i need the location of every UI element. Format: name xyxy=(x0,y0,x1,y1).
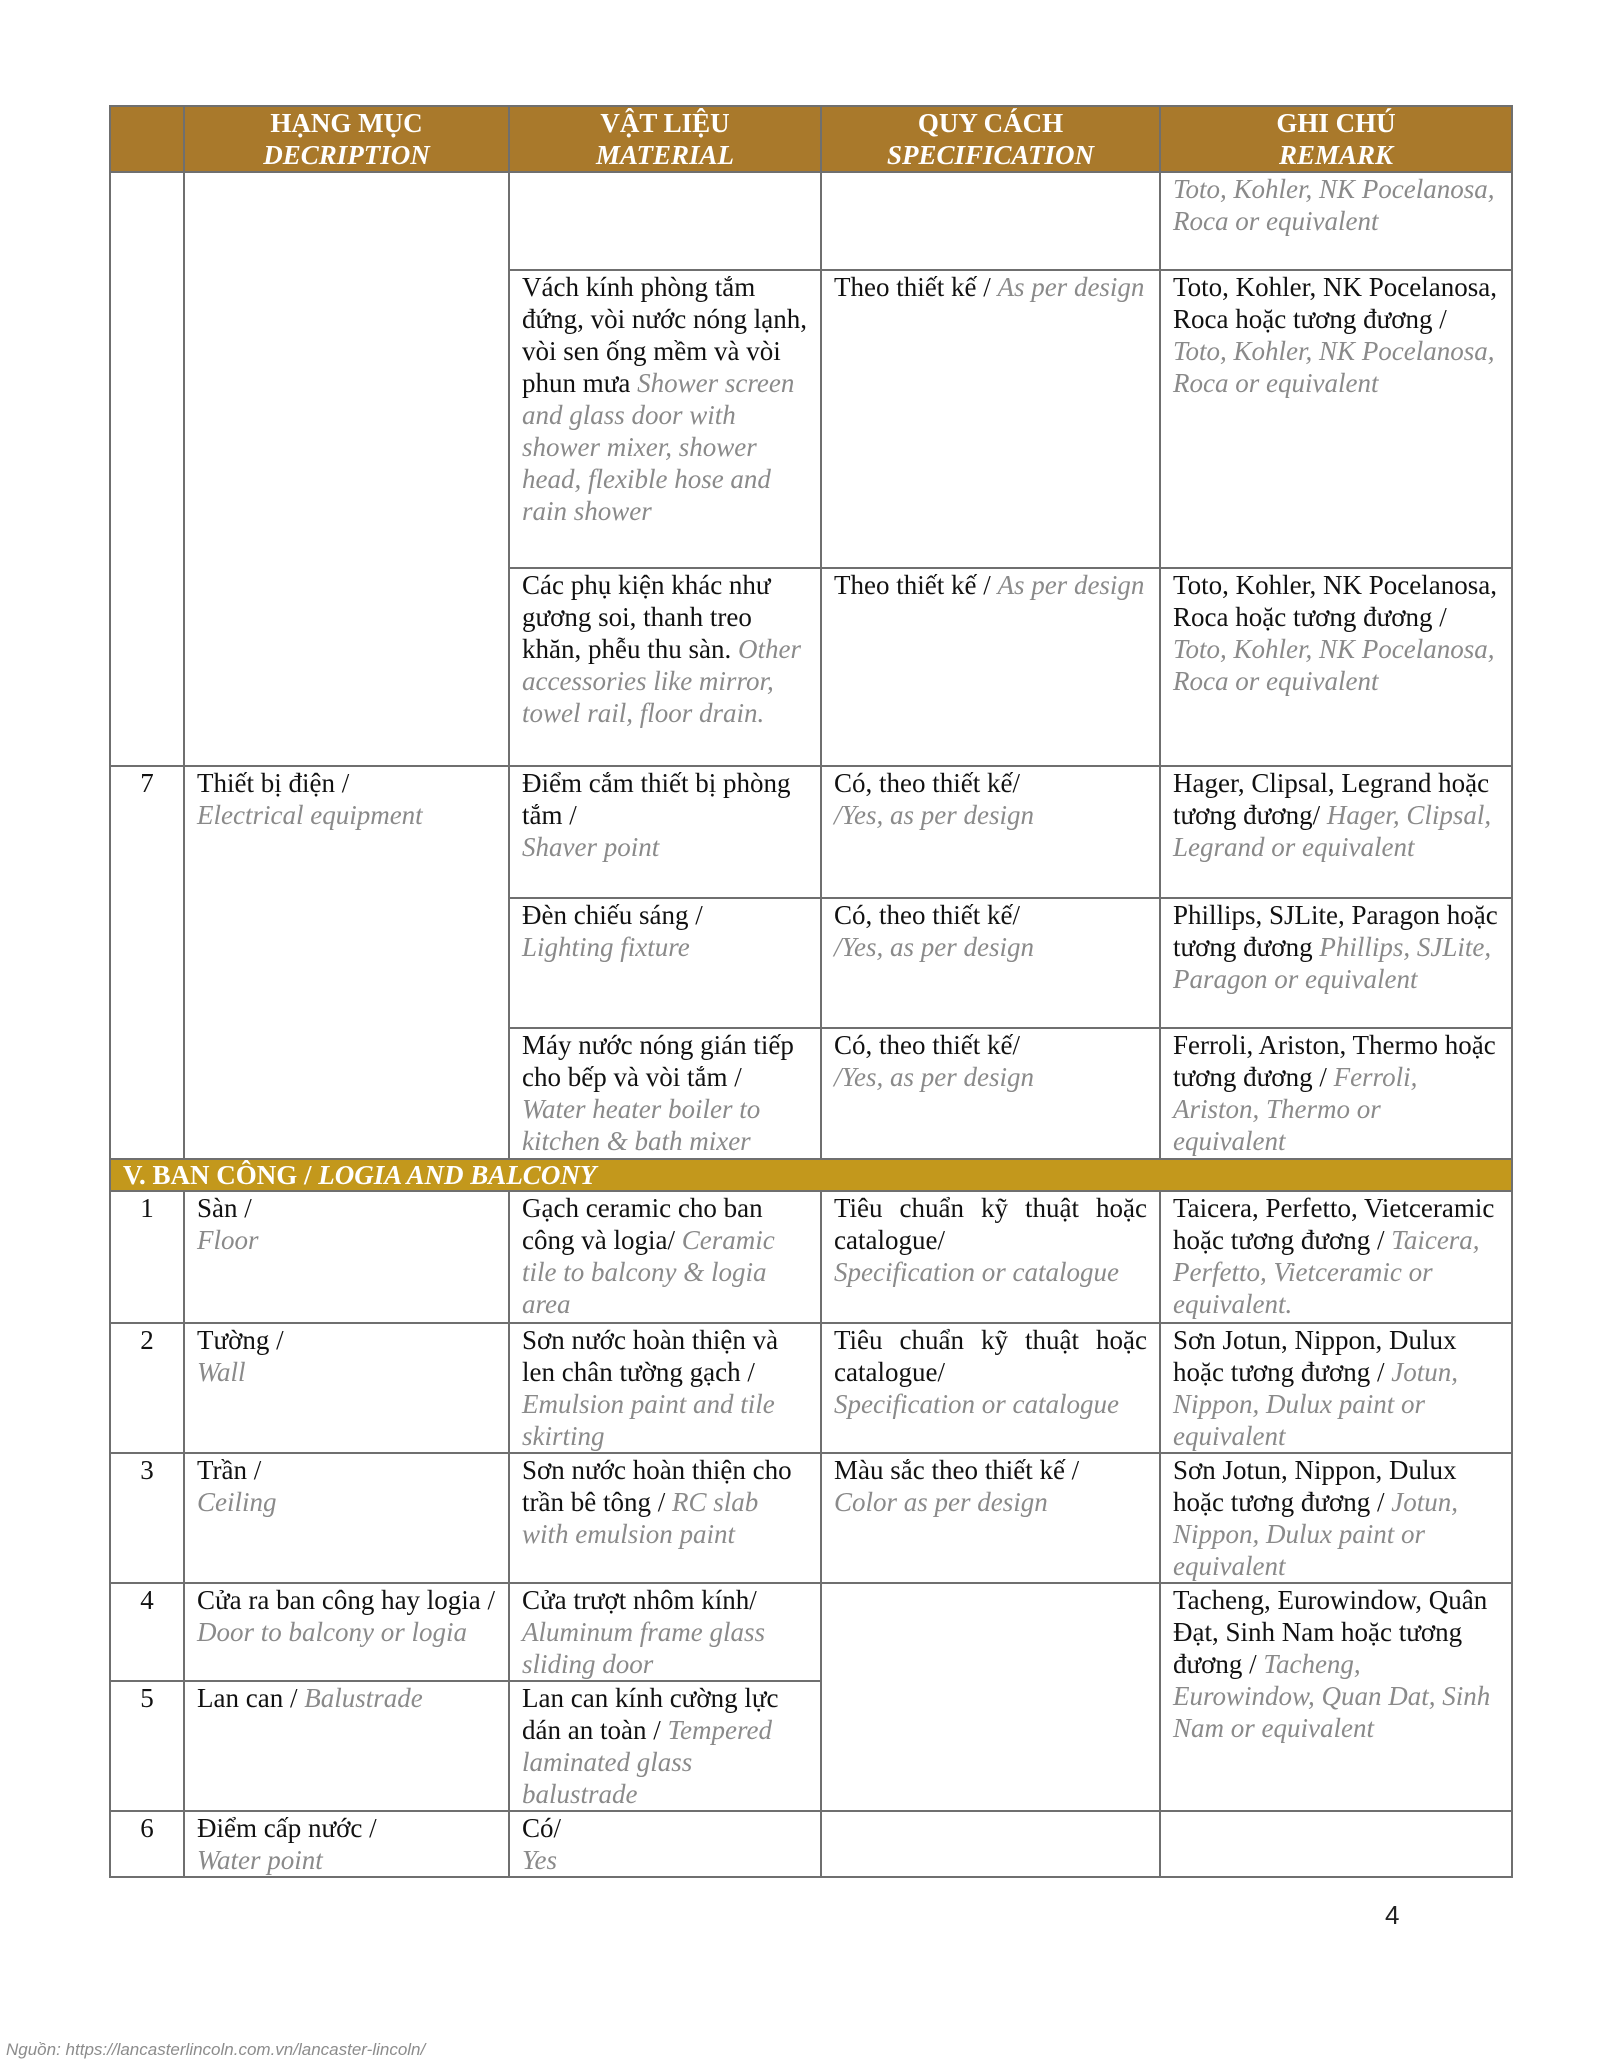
header-description: HẠNG MỤC DECRIPTION xyxy=(184,106,509,172)
row-description-cell: Sàn / Floor xyxy=(184,1191,509,1323)
row-description-cell: Tường / Wall xyxy=(184,1323,509,1453)
section-heading: V. BAN CÔNG / LOGIA AND BALCONY xyxy=(110,1159,1512,1191)
material-cell: Sơn nước hoàn thiện và len chân tường gạch / Emulsion paint and tile skirting xyxy=(509,1323,821,1453)
row-number-cell: 4 xyxy=(110,1583,184,1681)
table-row xyxy=(110,1191,1512,1323)
row-description-cell: Thiết bị điện / Electrical equipment xyxy=(184,766,509,1159)
material-cell: Sơn nước hoàn thiện cho trần bê tông / RC slab with emulsion paint xyxy=(509,1453,821,1583)
section-heading-row xyxy=(110,1159,1512,1191)
spec-cell xyxy=(821,1583,1160,1811)
spec-cell: Tiêu chuẩn kỹ thuật hoặc catalogue/ Specification or catalogue xyxy=(821,1191,1160,1323)
material-cell: Đèn chiếu sáng / Lighting fixture xyxy=(509,898,821,1028)
table-header-row xyxy=(110,106,1512,172)
spec-cell: Có, theo thiết kế/ /Yes, as per design xyxy=(821,766,1160,898)
row-number-cell: 7 xyxy=(110,766,184,1159)
spec-cell: Có, theo thiết kế/ /Yes, as per design xyxy=(821,1028,1160,1159)
row-description-cell: Trần / Ceiling xyxy=(184,1453,509,1583)
row-number-cell: 2 xyxy=(110,1323,184,1453)
header-remark: GHI CHÚ REMARK xyxy=(1160,106,1512,172)
table-row xyxy=(110,1811,1512,1877)
spec-cell xyxy=(821,172,1160,270)
row-number-cell: 5 xyxy=(110,1681,184,1811)
remark-cell: Tacheng, Eurowindow, Quân Đạt, Sinh Nam hoặc tương đương / Tacheng, Eurowindow, Quan Dat, Sinh Nam or equivalent xyxy=(1160,1583,1512,1811)
spec-cell: Theo thiết kế / As per design xyxy=(821,568,1160,766)
spec-cell: Tiêu chuẩn kỹ thuật hoặc catalogue/ Specification or catalogue xyxy=(821,1323,1160,1453)
page-number: 4 xyxy=(1385,1900,1400,1930)
table-row xyxy=(110,172,1512,270)
material-cell: Vách kính phòng tắm đứng, vòi nước nóng lạnh, vòi sen ống mềm và vòi phun mưa Shower screen and glass door with shower mixer, shower head, flexible hose and rain shower xyxy=(509,270,821,568)
spec-cell: Có, theo thiết kế/ /Yes, as per design xyxy=(821,898,1160,1028)
row-number-cell: 3 xyxy=(110,1453,184,1583)
remark-cell: Hager, Clipsal, Legrand hoặc tương đương/ Hager, Clipsal, Legrand or equivalent xyxy=(1160,766,1512,898)
row-description-cell xyxy=(184,172,509,766)
remark-cell: Toto, Kohler, NK Pocelanosa, Roca hoặc tương đương / Toto, Kohler, NK Pocelanosa, Roca or equivalent xyxy=(1160,270,1512,568)
table-row xyxy=(110,1583,1512,1681)
remark-cell: Phillips, SJLite, Paragon hoặc tương đương Phillips, SJLite, Paragon or equivalent xyxy=(1160,898,1512,1028)
material-cell: Lan can kính cường lực dán an toàn / Tempered laminated glass balustrade xyxy=(509,1681,821,1811)
row-description-cell: Lan can / Balustrade xyxy=(184,1681,509,1811)
header-specification: QUY CÁCH SPECIFICATION xyxy=(821,106,1160,172)
material-cell: Điểm cắm thiết bị phòng tắm / Shaver point xyxy=(509,766,821,898)
row-description-cell: Cửa ra ban công hay logia / Door to balcony or logia xyxy=(184,1583,509,1681)
row-number-cell xyxy=(110,172,184,766)
material-cell xyxy=(509,172,821,270)
remark-cell: Sơn Jotun, Nippon, Dulux hoặc tương đương / Jotun, Nippon, Dulux paint or equivalent xyxy=(1160,1453,1512,1583)
specification-table xyxy=(109,105,1513,1878)
spec-cell: Màu sắc theo thiết kế / Color as per design xyxy=(821,1453,1160,1583)
row-number-cell: 6 xyxy=(110,1811,184,1877)
material-cell: Các phụ kiện khác như gương soi, thanh treo khăn, phễu thu sàn. Other accessories like mirror, towel rail, floor drain. xyxy=(509,568,821,766)
source-footer: Nguồn: https://lancasterlincoln.com.vn/lancaster-lincoln/ xyxy=(6,2040,426,2059)
remark-cell: Ferroli, Ariston, Thermo hoặc tương đương / Ferroli, Ariston, Thermo or equivalent xyxy=(1160,1028,1512,1159)
material-cell: Có/ Yes xyxy=(509,1811,821,1877)
remark-cell: Taicera, Perfetto, Vietceramic hoặc tương đương / Taicera, Perfetto, Vietceramic or equivalent. xyxy=(1160,1191,1512,1323)
remark-cell: Toto, Kohler, NK Pocelanosa, Roca hoặc tương đương / Toto, Kohler, NK Pocelanosa, Roca or equivalent xyxy=(1160,568,1512,766)
table-row xyxy=(110,1453,1512,1583)
header-material: VẬT LIỆU MATERIAL xyxy=(509,106,821,172)
remark-cell: Toto, Kohler, NK Pocelanosa, Roca or equivalent xyxy=(1160,172,1512,270)
spec-cell xyxy=(821,1811,1160,1877)
material-cell: Máy nước nóng gián tiếp cho bếp và vòi tắm / Water heater boiler to kitchen & bath mixer xyxy=(509,1028,821,1159)
row-number-cell: 1 xyxy=(110,1191,184,1323)
remark-cell: Sơn Jotun, Nippon, Dulux hoặc tương đương / Jotun, Nippon, Dulux paint or equivalent xyxy=(1160,1323,1512,1453)
spec-cell: Theo thiết kế / As per design xyxy=(821,270,1160,568)
material-cell: Gạch ceramic cho ban công và logia/ Ceramic tile to balcony & logia area xyxy=(509,1191,821,1323)
row-description-cell: Điểm cấp nước / Water point xyxy=(184,1811,509,1877)
remark-cell xyxy=(1160,1811,1512,1877)
material-cell: Cửa trượt nhôm kính/ Aluminum frame glass sliding door xyxy=(509,1583,821,1681)
header-number xyxy=(110,106,184,172)
table-row xyxy=(110,1323,1512,1453)
table-row xyxy=(110,766,1512,898)
